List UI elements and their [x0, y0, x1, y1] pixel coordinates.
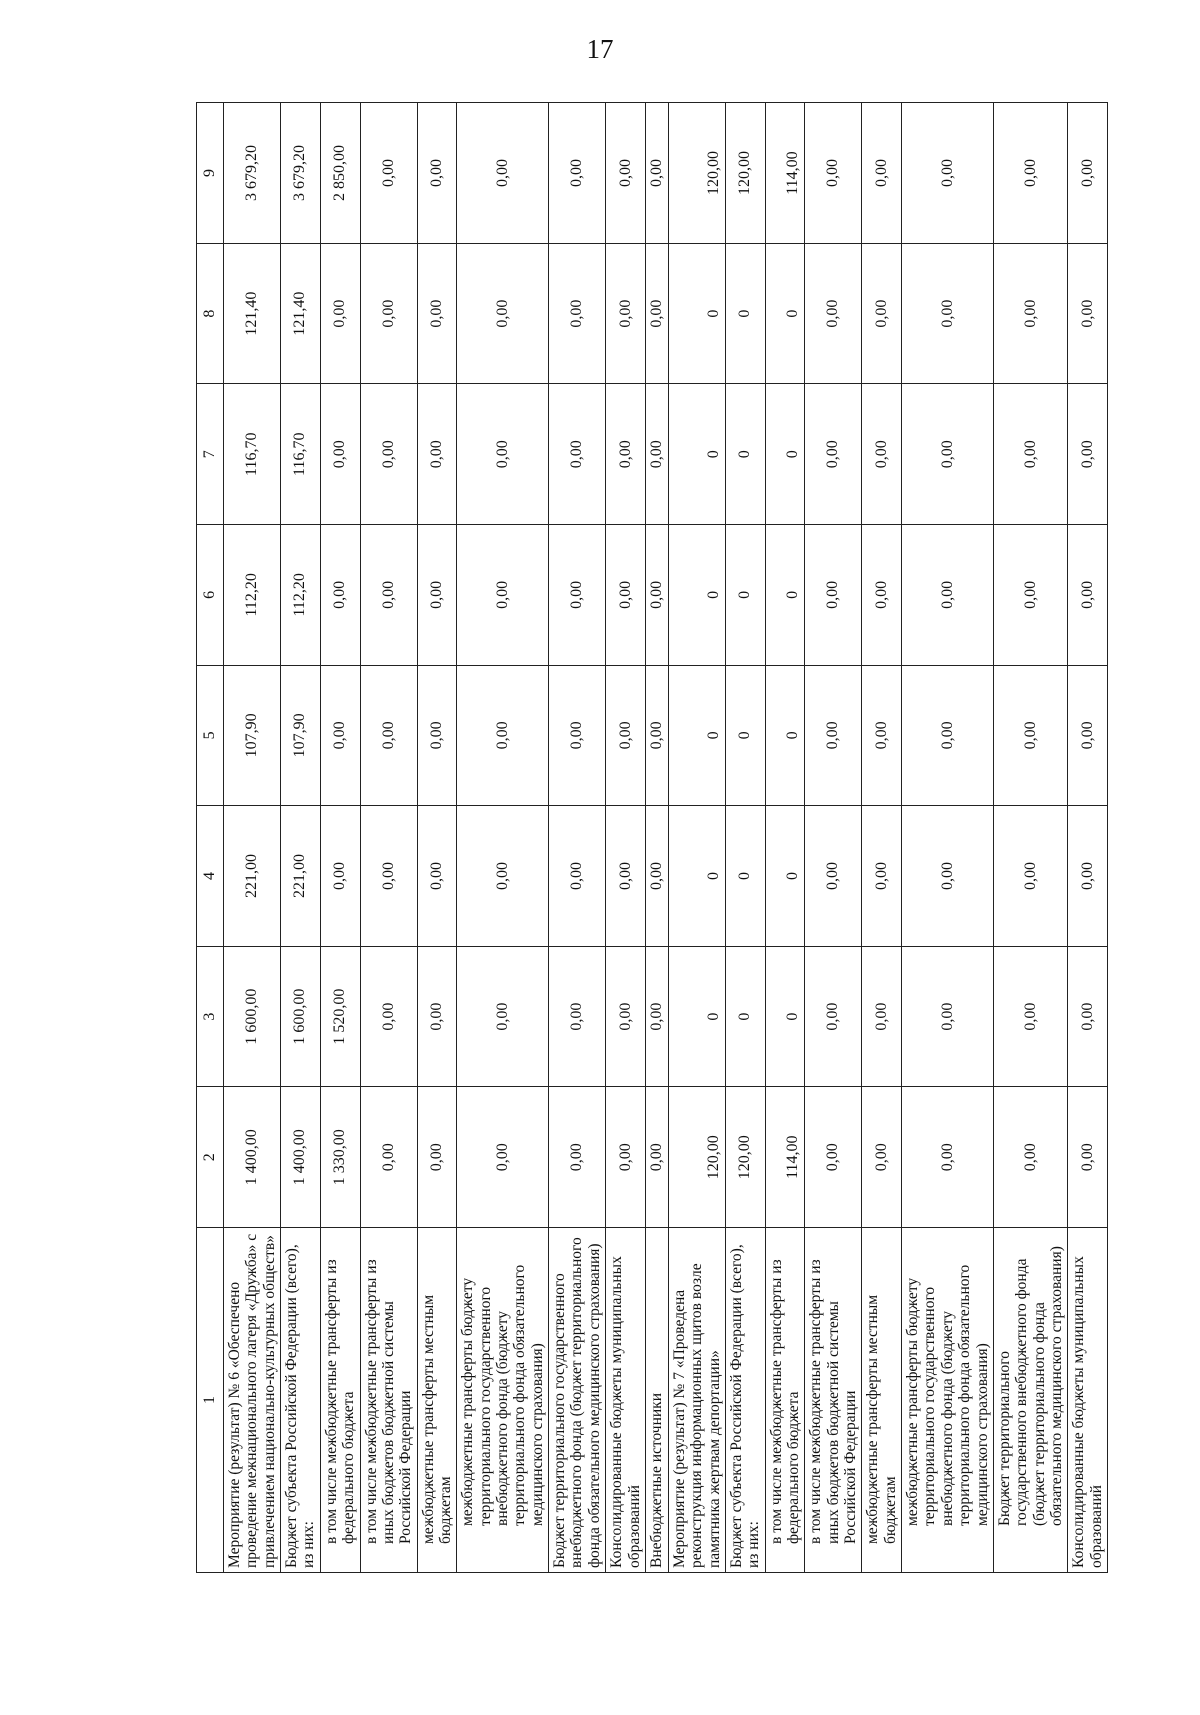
value-cell: 0: [765, 946, 805, 1087]
value-cell: 221,00: [224, 806, 281, 947]
value-cell: 0,00: [993, 243, 1067, 384]
value-cell: 0,00: [457, 806, 549, 947]
value-cell: 0,00: [606, 525, 646, 666]
value-cell: 0,00: [320, 384, 360, 525]
value-cell: 0: [668, 243, 725, 384]
row-label: Бюджет территориального государственного внебюджетного фонда (бюджет территориального фонда обязательного медицинского страхования): [549, 1228, 606, 1573]
value-cell: 0,00: [417, 665, 457, 806]
column-number-3: 3: [197, 946, 224, 1087]
value-cell: 0,00: [606, 384, 646, 525]
value-cell: 0: [725, 665, 765, 806]
value-cell: 1 600,00: [281, 946, 321, 1087]
value-cell: 0,00: [862, 103, 902, 244]
column-number-2: 2: [197, 1087, 224, 1228]
value-cell: 0,00: [805, 243, 862, 384]
value-cell: 0,00: [805, 384, 862, 525]
value-cell: 0,00: [360, 525, 417, 666]
value-cell: 0,00: [417, 243, 457, 384]
value-cell: 0: [668, 946, 725, 1087]
value-cell: 0,00: [457, 103, 549, 244]
value-cell: 0,00: [549, 525, 606, 666]
value-cell: 0,00: [549, 1087, 606, 1228]
value-cell: 0,00: [805, 806, 862, 947]
value-cell: 0,00: [805, 1087, 862, 1228]
value-cell: 0,00: [902, 103, 994, 244]
value-cell: 0,00: [320, 665, 360, 806]
table-body: [224, 103, 1108, 1573]
value-cell: 0,00: [360, 806, 417, 947]
row-label: в том числе межбюджетные трансферты из федерального бюджета: [765, 1228, 805, 1573]
value-cell: 114,00: [765, 103, 805, 244]
value-cell: 0,00: [457, 1087, 549, 1228]
table-row: [668, 103, 725, 1573]
value-cell: 0,00: [549, 806, 606, 947]
value-cell: 0,00: [805, 665, 862, 806]
value-cell: 0,00: [862, 806, 902, 947]
value-cell: 120,00: [668, 103, 725, 244]
value-cell: 0,00: [360, 946, 417, 1087]
value-cell: 0,00: [549, 665, 606, 806]
value-cell: 0,00: [417, 806, 457, 947]
value-cell: 0,00: [457, 384, 549, 525]
value-cell: 0,00: [862, 525, 902, 666]
value-cell: 0,00: [862, 384, 902, 525]
value-cell: 0,00: [993, 806, 1067, 947]
value-cell: 0,00: [457, 665, 549, 806]
value-cell: 1 520,00: [320, 946, 360, 1087]
value-cell: 0: [668, 665, 725, 806]
value-cell: 0,00: [360, 103, 417, 244]
value-cell: 0: [668, 806, 725, 947]
value-cell: 0,00: [645, 525, 668, 666]
value-cell: 0,00: [862, 243, 902, 384]
value-cell: 0,00: [457, 525, 549, 666]
value-cell: 0,00: [417, 525, 457, 666]
value-cell: 0: [765, 665, 805, 806]
value-cell: 2 850,00: [320, 103, 360, 244]
table-row: [224, 103, 281, 1573]
value-cell: 0,00: [320, 806, 360, 947]
value-cell: 1 400,00: [224, 1087, 281, 1228]
value-cell: 0,00: [606, 1087, 646, 1228]
value-cell: 1 600,00: [224, 946, 281, 1087]
value-cell: 0,00: [862, 665, 902, 806]
value-cell: 0,00: [457, 243, 549, 384]
column-number-row: [197, 103, 224, 1573]
value-cell: 0,00: [805, 103, 862, 244]
value-cell: 0: [725, 384, 765, 525]
value-cell: 0,00: [645, 1087, 668, 1228]
value-cell: 0,00: [606, 665, 646, 806]
value-cell: 1 400,00: [281, 1087, 321, 1228]
value-cell: 0,00: [417, 384, 457, 525]
value-cell: 0: [765, 243, 805, 384]
row-label: Консолидированные бюджеты муниципальных образований: [1068, 1228, 1108, 1573]
value-cell: 0,00: [645, 103, 668, 244]
row-label: Бюджет субъекта Российской Федерации (всего), из них:: [725, 1228, 765, 1573]
value-cell: 0,00: [1068, 243, 1108, 384]
column-number-4: 4: [197, 806, 224, 947]
value-cell: 116,70: [281, 384, 321, 525]
column-number-8: 8: [197, 243, 224, 384]
table-row: [281, 103, 321, 1573]
table-row: [862, 103, 902, 1573]
value-cell: 120,00: [725, 103, 765, 244]
value-cell: 112,20: [224, 525, 281, 666]
value-cell: 0: [725, 525, 765, 666]
value-cell: 0,00: [902, 665, 994, 806]
column-number-5: 5: [197, 665, 224, 806]
value-cell: 0,00: [645, 665, 668, 806]
value-cell: 107,90: [224, 665, 281, 806]
value-cell: 116,70: [224, 384, 281, 525]
value-cell: 0,00: [902, 525, 994, 666]
value-cell: 0: [668, 384, 725, 525]
row-label: в том числе межбюджетные трансферты из иных бюджетов бюджетной системы Российской Федерации: [805, 1228, 862, 1573]
value-cell: 0,00: [902, 806, 994, 947]
value-cell: 0,00: [606, 946, 646, 1087]
value-cell: 121,40: [224, 243, 281, 384]
value-cell: 0,00: [1068, 806, 1108, 947]
value-cell: 0: [725, 806, 765, 947]
value-cell: 0,00: [606, 806, 646, 947]
budget-table: [196, 102, 1108, 1573]
value-cell: 0,00: [1068, 525, 1108, 666]
row-label: межбюджетные трансферты бюджету территориального государственного внебюджетного фонда (бюджету территориального фонда обязательного медицинского страхования): [457, 1228, 549, 1573]
page-number: 17: [586, 34, 614, 64]
table-row: [725, 103, 765, 1573]
value-cell: 1 330,00: [320, 1087, 360, 1228]
value-cell: 0,00: [549, 243, 606, 384]
row-label: Консолидированные бюджеты муниципальных образований: [606, 1228, 646, 1573]
table-row: [993, 103, 1067, 1573]
value-cell: 0,00: [862, 946, 902, 1087]
row-label: в том числе межбюджетные трансферты из иных бюджетов бюджетной системы Российской Федерации: [360, 1228, 417, 1573]
value-cell: 0,00: [360, 384, 417, 525]
table-row: [320, 103, 360, 1573]
value-cell: 0,00: [902, 243, 994, 384]
column-number-9: 9: [197, 103, 224, 244]
value-cell: 0,00: [360, 1087, 417, 1228]
value-cell: 0,00: [805, 525, 862, 666]
value-cell: 0,00: [606, 103, 646, 244]
value-cell: 0,00: [1068, 946, 1108, 1087]
table-row: [765, 103, 805, 1573]
value-cell: 112,20: [281, 525, 321, 666]
value-cell: 3 679,20: [281, 103, 321, 244]
value-cell: 0,00: [1068, 384, 1108, 525]
value-cell: 0: [765, 806, 805, 947]
value-cell: 0,00: [902, 384, 994, 525]
column-number-6: 6: [197, 525, 224, 666]
table-wrapper: [196, 103, 1106, 1573]
value-cell: 0,00: [1068, 1087, 1108, 1228]
value-cell: 0,00: [1068, 665, 1108, 806]
value-cell: 0,00: [417, 1087, 457, 1228]
row-label: Внебюджетные источники: [645, 1228, 668, 1573]
row-label: Мероприятие (результат) № 6 «Обеспечено проведение межнационального лагеря «Дружба» с привлечением национально-культурных обществ»: [224, 1228, 281, 1573]
value-cell: 0,00: [360, 243, 417, 384]
value-cell: 221,00: [281, 806, 321, 947]
table-row: [645, 103, 668, 1573]
value-cell: 0,00: [993, 525, 1067, 666]
row-label: межбюджетные трансферты местным бюджетам: [417, 1228, 457, 1573]
value-cell: 120,00: [668, 1087, 725, 1228]
value-cell: 0,00: [645, 243, 668, 384]
value-cell: 3 679,20: [224, 103, 281, 244]
value-cell: 0,00: [645, 806, 668, 947]
row-label: межбюджетные трансферты бюджету территориального государственного внебюджетного фонда (бюджету территориального фонда обязательного медицинского страхования): [902, 1228, 994, 1573]
row-label: Бюджет субъекта Российской Федерации (всего), из них:: [281, 1228, 321, 1573]
value-cell: 0,00: [1068, 103, 1108, 244]
value-cell: 0: [765, 525, 805, 666]
value-cell: 0: [725, 243, 765, 384]
value-cell: 0,00: [606, 243, 646, 384]
value-cell: 0: [765, 384, 805, 525]
value-cell: 0,00: [993, 384, 1067, 525]
value-cell: 107,90: [281, 665, 321, 806]
value-cell: 0,00: [320, 525, 360, 666]
value-cell: 0,00: [805, 946, 862, 1087]
value-cell: 0,00: [417, 946, 457, 1087]
table-row: [1068, 103, 1108, 1573]
value-cell: 0,00: [993, 946, 1067, 1087]
value-cell: 120,00: [725, 1087, 765, 1228]
row-label: межбюджетные трансферты местным бюджетам: [862, 1228, 902, 1573]
column-number-1: 1: [197, 1228, 224, 1573]
value-cell: 0,00: [993, 103, 1067, 244]
value-cell: 0,00: [549, 103, 606, 244]
value-cell: 0,00: [457, 946, 549, 1087]
value-cell: 0,00: [993, 1087, 1067, 1228]
value-cell: 121,40: [281, 243, 321, 384]
value-cell: 0,00: [993, 665, 1067, 806]
value-cell: 0,00: [549, 384, 606, 525]
table-row: [457, 103, 549, 1573]
value-cell: 0,00: [417, 103, 457, 244]
table-row: [805, 103, 862, 1573]
row-label: Бюджет территориального государственного внебюджетного фонда (бюджет территориального фонда обязательного медицинского страхования): [993, 1228, 1067, 1573]
value-cell: 0,00: [320, 243, 360, 384]
value-cell: 0,00: [549, 946, 606, 1087]
value-cell: 0,00: [360, 665, 417, 806]
row-label: в том числе межбюджетные трансферты из федерального бюджета: [320, 1228, 360, 1573]
value-cell: 0,00: [902, 1087, 994, 1228]
table-row: [549, 103, 606, 1573]
value-cell: 0: [668, 525, 725, 666]
row-label: Мероприятие (результат) № 7 «Проведена реконструкция информационных щитов возле памятника жертвам депортации»: [668, 1228, 725, 1573]
column-number-7: 7: [197, 384, 224, 525]
value-cell: 0,00: [645, 384, 668, 525]
table-row: [606, 103, 646, 1573]
table-row: [902, 103, 994, 1573]
value-cell: 114,00: [765, 1087, 805, 1228]
table-row: [360, 103, 417, 1573]
table-row: [417, 103, 457, 1573]
rotated-table-frame: [196, 103, 1106, 1573]
value-cell: 0,00: [862, 1087, 902, 1228]
value-cell: 0,00: [645, 946, 668, 1087]
value-cell: 0: [725, 946, 765, 1087]
value-cell: 0,00: [902, 946, 994, 1087]
